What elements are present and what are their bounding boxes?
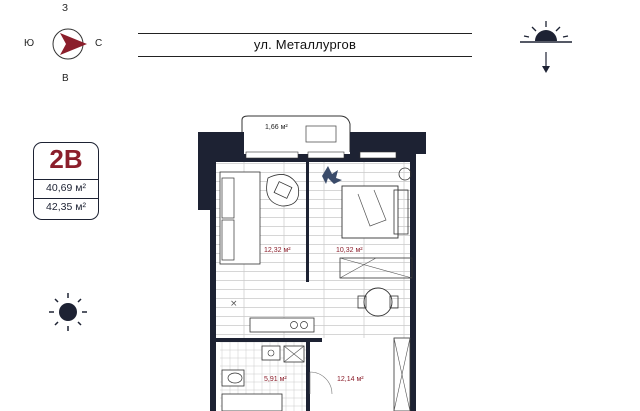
sunset-icon bbox=[518, 18, 574, 78]
compass-west: Ю bbox=[24, 38, 35, 49]
compass bbox=[20, 0, 120, 92]
street-line-bottom bbox=[138, 56, 472, 57]
compass-south: В bbox=[62, 73, 69, 84]
street-name: ул. Металлургов bbox=[253, 37, 357, 52]
badge-divider bbox=[34, 198, 98, 199]
street-indicator bbox=[138, 33, 472, 59]
room-area-living: 12,32 м² bbox=[264, 247, 291, 254]
compass-rose-icon bbox=[20, 0, 120, 92]
room-area-bedroom: 10,32 м² bbox=[336, 247, 363, 254]
floor-plan-drawing bbox=[190, 110, 440, 411]
compass-east: С bbox=[95, 38, 103, 49]
total-area: 42,35 м² bbox=[46, 201, 86, 213]
street-line-top bbox=[138, 33, 472, 34]
floor-plan bbox=[190, 110, 440, 411]
room-area-bathroom: 5,91 м² bbox=[264, 376, 287, 383]
badge-divider bbox=[34, 179, 98, 180]
svg-text:×: × bbox=[230, 299, 238, 309]
compass-north: З bbox=[62, 3, 69, 14]
living-area: 40,69 м² bbox=[46, 182, 86, 194]
room-area-balcony: 1,66 м² bbox=[265, 124, 288, 131]
sun-icon bbox=[46, 292, 90, 332]
apartment-badge bbox=[33, 142, 99, 220]
apartment-type: 2В bbox=[49, 144, 83, 174]
room-area-hall: 12,14 м² bbox=[337, 376, 364, 383]
